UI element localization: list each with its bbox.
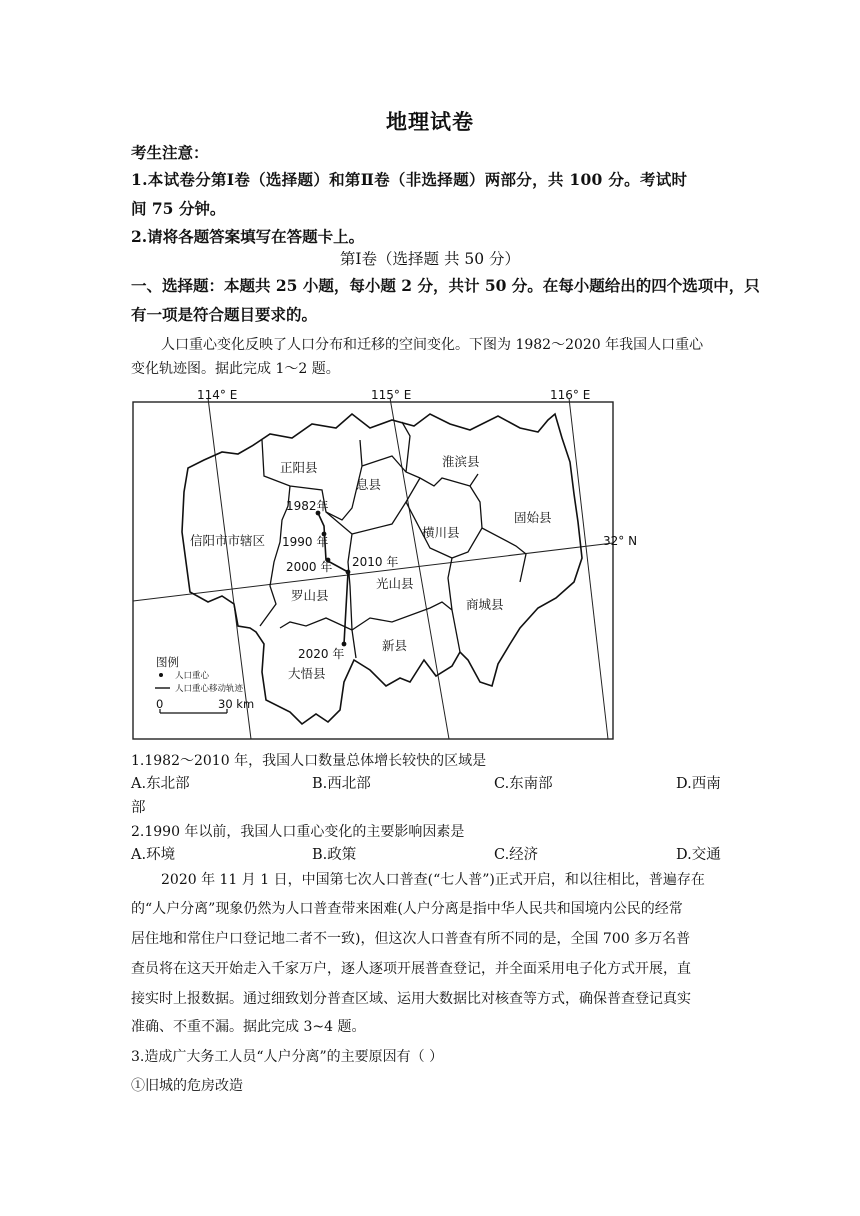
q3-stem: 3.造成广大务工人员“人户分离”的主要原因有（ ）	[131, 1049, 444, 1065]
legend-point: 人口重心	[175, 671, 210, 681]
passage2-line4: 查员将在这天开始走入千家万户，逐人逐项开展普查登记，并全面采用电子化方式开展，直	[131, 961, 691, 977]
passage2-line3: 居住地和常住户口登记地二者不一致)，但这次人口普查有所不同的是，全国 700 多万名普	[131, 931, 691, 947]
county-label: 信阳市市辖区	[190, 533, 266, 548]
notice-item-1: 1.本试卷分第Ⅰ卷（选择题）和第Ⅱ卷（非选择题）两部分，共 100 分。考试时	[131, 170, 688, 189]
county-label: 商城县	[466, 597, 504, 612]
passage2-line2: 的“人户分离”现象仍然为人口普查带来困难(人户分离是指中华人民共和国境内公民的经常	[131, 901, 683, 917]
q2-option-b[interactable]: B.政策	[312, 847, 357, 863]
county-label: 罗山县	[291, 588, 329, 603]
passage2-line6: 准确、不重不漏。据此完成 3~4 题。	[131, 1019, 366, 1035]
county-label: 固始县	[514, 510, 552, 525]
q1-option-a[interactable]: A.东北部	[131, 776, 190, 792]
passage1-line1: 人口重心变化反映了人口分布和迁移的空间变化。下图为 1982～2020 年我国人口重心	[161, 337, 704, 353]
lon-label-114: 114° E	[197, 388, 238, 402]
population-center-map	[130, 382, 638, 744]
q2-option-c[interactable]: C.经济	[494, 847, 539, 863]
county-label: 横川县	[422, 525, 460, 540]
q1-option-b[interactable]: B.西北部	[312, 776, 371, 792]
q1-stem: 1.1982～2010 年，我国人口数量总体增长较快的区域是	[131, 753, 487, 769]
q3-item-1: ①旧城的危房改造	[131, 1078, 243, 1094]
section-instruction-cont: 有一项是符合题目要求的。	[131, 305, 318, 324]
year-label: 2000 年	[286, 560, 333, 574]
county-label: 正阳县	[280, 460, 318, 475]
year-label: 2020 年	[298, 647, 345, 661]
q2-stem: 2.1990 年以前，我国人口重心变化的主要影响因素是	[131, 824, 465, 840]
q1-option-d-wrap: 部	[131, 800, 146, 816]
page-title: 地理试卷	[386, 109, 474, 134]
county-label: 大悟县	[288, 666, 326, 681]
q2-option-d[interactable]: D.交通	[676, 847, 721, 863]
county-label: 淮滨县	[442, 454, 480, 469]
notice-heading: 考生注意：	[131, 143, 209, 162]
lon-label-116: 116° E	[550, 388, 591, 402]
county-label: 息县	[356, 477, 382, 492]
section-title: 第Ⅰ卷（选择题 共 50 分）	[339, 250, 521, 268]
notice-item-2: 2.请将各题答案填写在答题卡上。	[131, 227, 365, 246]
q1-option-d[interactable]: D.西南	[676, 776, 721, 792]
scale-end: 30 km	[218, 697, 255, 711]
lon-label-115: 115° E	[371, 388, 412, 402]
q2-option-a[interactable]: A.环境	[131, 847, 176, 863]
year-label: 1990 年	[282, 535, 329, 549]
county-label: 新县	[382, 638, 408, 653]
passage2-line5: 接实时上报数据。通过细致划分普查区域、运用大数据比对核查等方式，确保普查登记真实	[131, 991, 691, 1007]
county-label: 光山县	[376, 576, 414, 591]
q1-option-c[interactable]: C.东南部	[494, 776, 553, 792]
notice-item-1-cont: 间 75 分钟。	[131, 199, 226, 218]
section-instruction: 一、选择题：本题共 25 小题，每小题 2 分，共计 50 分。在每小题给出的四个选项中，只	[131, 276, 760, 295]
legend-track: 人口重心移动轨迹	[175, 684, 244, 694]
year-label: 2010 年	[352, 555, 399, 569]
year-label: 1982年	[286, 499, 329, 513]
passage2-line1: 2020 年 11 月 1 日，中国第七次人口普查(“七人普”)正式开启，和以往相比，普遍存在	[161, 872, 705, 888]
lat-label-32: 32° N	[603, 534, 638, 548]
legend-title: 图例	[156, 655, 179, 669]
passage1-line2: 变化轨迹图。据此完成 1～2 题。	[131, 361, 340, 377]
scale-zero: 0	[156, 697, 164, 711]
